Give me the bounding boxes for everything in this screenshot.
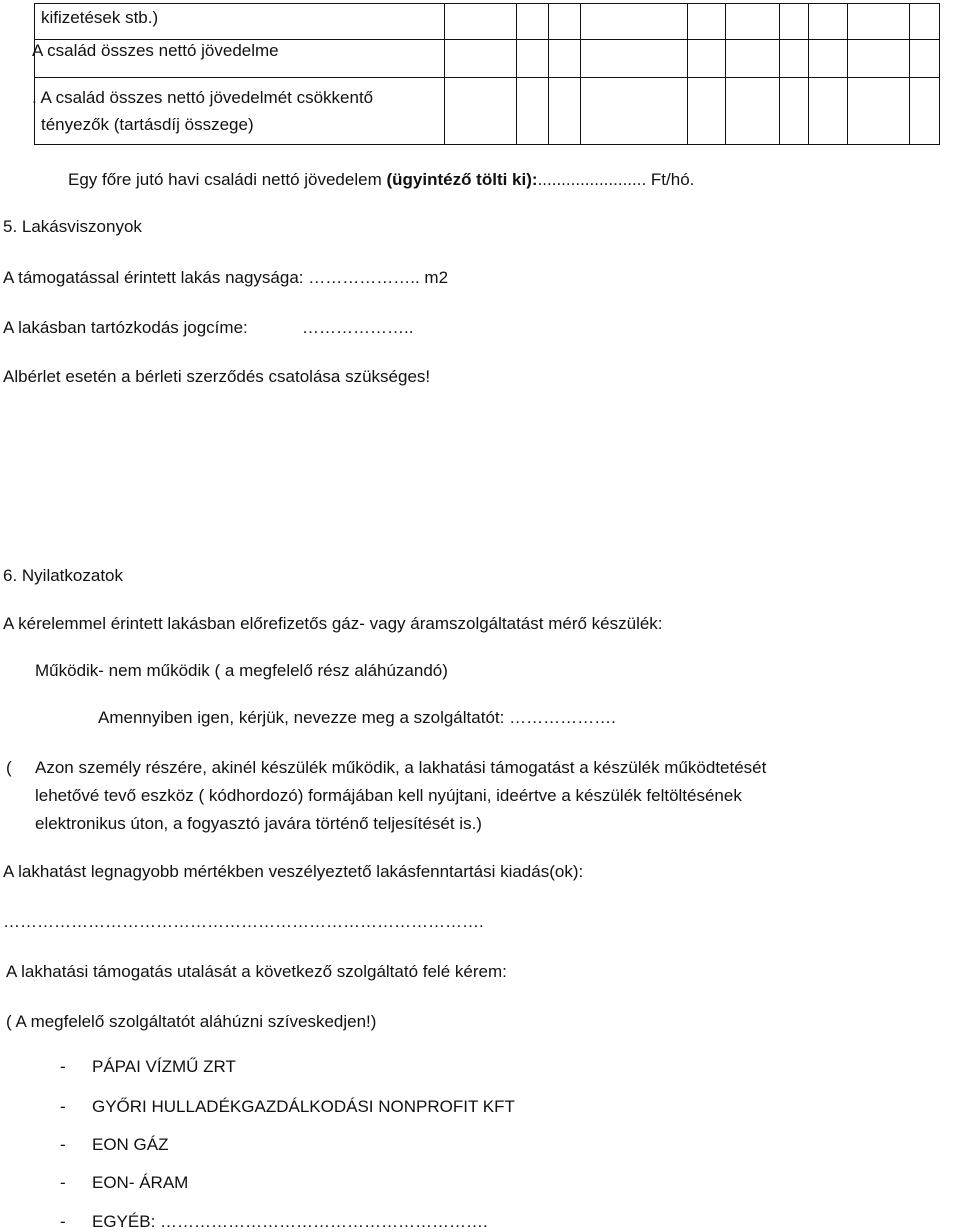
table-cell[interactable]	[848, 40, 910, 78]
table-row	[35, 40, 940, 78]
table-cell[interactable]	[809, 40, 848, 78]
table-cell[interactable]	[726, 40, 780, 78]
table-cell[interactable]	[445, 4, 517, 40]
table-cell[interactable]	[445, 78, 517, 145]
table-cell[interactable]	[780, 40, 809, 78]
table-cell[interactable]	[688, 40, 726, 78]
note-open-paren: (	[6, 758, 12, 777]
list-item[interactable]	[60, 1173, 188, 1193]
list-item[interactable]	[60, 1135, 169, 1155]
provider-electricity[interactable]: EON- ÁRAM	[92, 1173, 189, 1192]
table-cell[interactable]	[726, 78, 780, 145]
table-cell[interactable]	[549, 4, 581, 40]
table-cell[interactable]	[848, 78, 910, 145]
list-item[interactable]	[60, 1057, 236, 1077]
expense-answer[interactable]: ………………………………………………………………………….	[3, 912, 484, 931]
table-cell[interactable]	[809, 78, 848, 145]
list-dash: -	[60, 1212, 66, 1231]
table-cell[interactable]	[809, 4, 848, 40]
table-cell[interactable]	[549, 40, 581, 78]
provider-gas[interactable]: EON GÁZ	[92, 1135, 169, 1154]
table-cell[interactable]	[780, 78, 809, 145]
table-cell[interactable]	[910, 4, 940, 40]
table-cell[interactable]	[688, 78, 726, 145]
table-cell[interactable]	[517, 4, 549, 40]
list-dash: -	[60, 1097, 66, 1116]
row-label-total-income: A család összes nettó jövedelme	[32, 41, 279, 60]
table-cell[interactable]	[517, 78, 549, 145]
provider-water[interactable]: PÁPAI VÍZMŰ ZRT	[92, 1057, 236, 1076]
section-heading-housing: 5. Lakásviszonyok	[3, 217, 142, 236]
meter-status-options[interactable]: Működik- nem működik ( a megfelelő rész aláhúzandó)	[35, 661, 448, 680]
apartment-size-line[interactable]: A támogatással érintett lakás nagysága: ……………….. m2	[3, 268, 449, 287]
table-cell[interactable]	[780, 4, 809, 40]
table-cell-label	[32, 40, 445, 78]
note-line-1: Azon személy részére, akinél készülék működik, a lakhatási támogatást a készülék működtetését	[35, 758, 767, 777]
per-capita-value[interactable]: ....................... Ft/hó.	[537, 170, 695, 189]
section-heading-declarations: 6. Nyilatkozatok	[3, 566, 123, 585]
table-row	[35, 4, 940, 40]
table-cell[interactable]	[910, 40, 940, 78]
provider-waste[interactable]: GYŐRI HULLADÉKGAZDÁLKODÁSI NONPROFIT KFT	[92, 1097, 515, 1116]
list-item[interactable]	[60, 1212, 488, 1232]
table-cell[interactable]	[517, 40, 549, 78]
transfer-request: A lakhatási támogatás utalását a következő szolgáltató felé kérem:	[6, 962, 507, 981]
underline-instruction: ( A megfelelő szolgáltatót aláhúzni szíveskedjen!)	[6, 1012, 377, 1031]
table-cell[interactable]	[581, 78, 688, 145]
list-dash: -	[60, 1135, 66, 1154]
row-label-deductions-line1: . A család összes nettó jövedelmét csökkentő	[32, 88, 374, 107]
per-capita-label: Egy főre jutó havi családi nettó jövedelem	[68, 170, 387, 189]
list-dash: -	[60, 1057, 66, 1076]
table-cell[interactable]	[726, 4, 780, 40]
table-row	[35, 78, 940, 145]
table-cell[interactable]	[910, 78, 940, 145]
row-label-deductions-line2: tényezők (tartásdíj összege)	[41, 115, 254, 134]
list-item[interactable]	[60, 1097, 515, 1117]
per-capita-note: (ügyintéző tölti ki):	[386, 170, 538, 189]
meter-question: A kérelemmel érintett lakásban előrefizetős gáz- vagy áramszolgáltatást mérő készülék:	[3, 614, 663, 633]
table-cell[interactable]	[549, 78, 581, 145]
tenure-label: A lakásban tartózkodás jogcíme:	[3, 318, 248, 337]
per-capita-income-line	[68, 170, 694, 190]
sublet-note: Albérlet esetén a bérleti szerződés csatolása szükséges!	[3, 367, 431, 386]
expense-question: A lakhatást legnagyobb mértékben veszélyeztető lakásfenntartási kiadás(ok):	[3, 862, 584, 881]
table-cell[interactable]	[581, 4, 688, 40]
table-cell-label	[35, 4, 445, 40]
provider-other[interactable]: EGYÉB: ………………………………………………….	[92, 1212, 488, 1231]
row-label-payments: kifizetések stb.)	[41, 8, 159, 27]
table-cell[interactable]	[688, 4, 726, 40]
table-cell-label	[32, 78, 445, 145]
note-line-3: elektronikus úton, a fogyasztó javára történő teljesítését is.)	[35, 814, 482, 833]
list-dash: -	[60, 1173, 66, 1192]
table-cell[interactable]	[445, 40, 517, 78]
tenure-value[interactable]: ………………..	[302, 318, 414, 337]
income-table	[34, 3, 940, 145]
table-cell[interactable]	[848, 4, 910, 40]
note-line-2: lehetővé tevő eszköz ( kódhordozó) formájában kell nyújtani, ideértve a készülék feltöltésének	[35, 786, 742, 805]
provider-prompt[interactable]: Amennyiben igen, kérjük, nevezze meg a szolgáltatót: ……………….	[98, 708, 616, 727]
table-cell[interactable]	[581, 40, 688, 78]
